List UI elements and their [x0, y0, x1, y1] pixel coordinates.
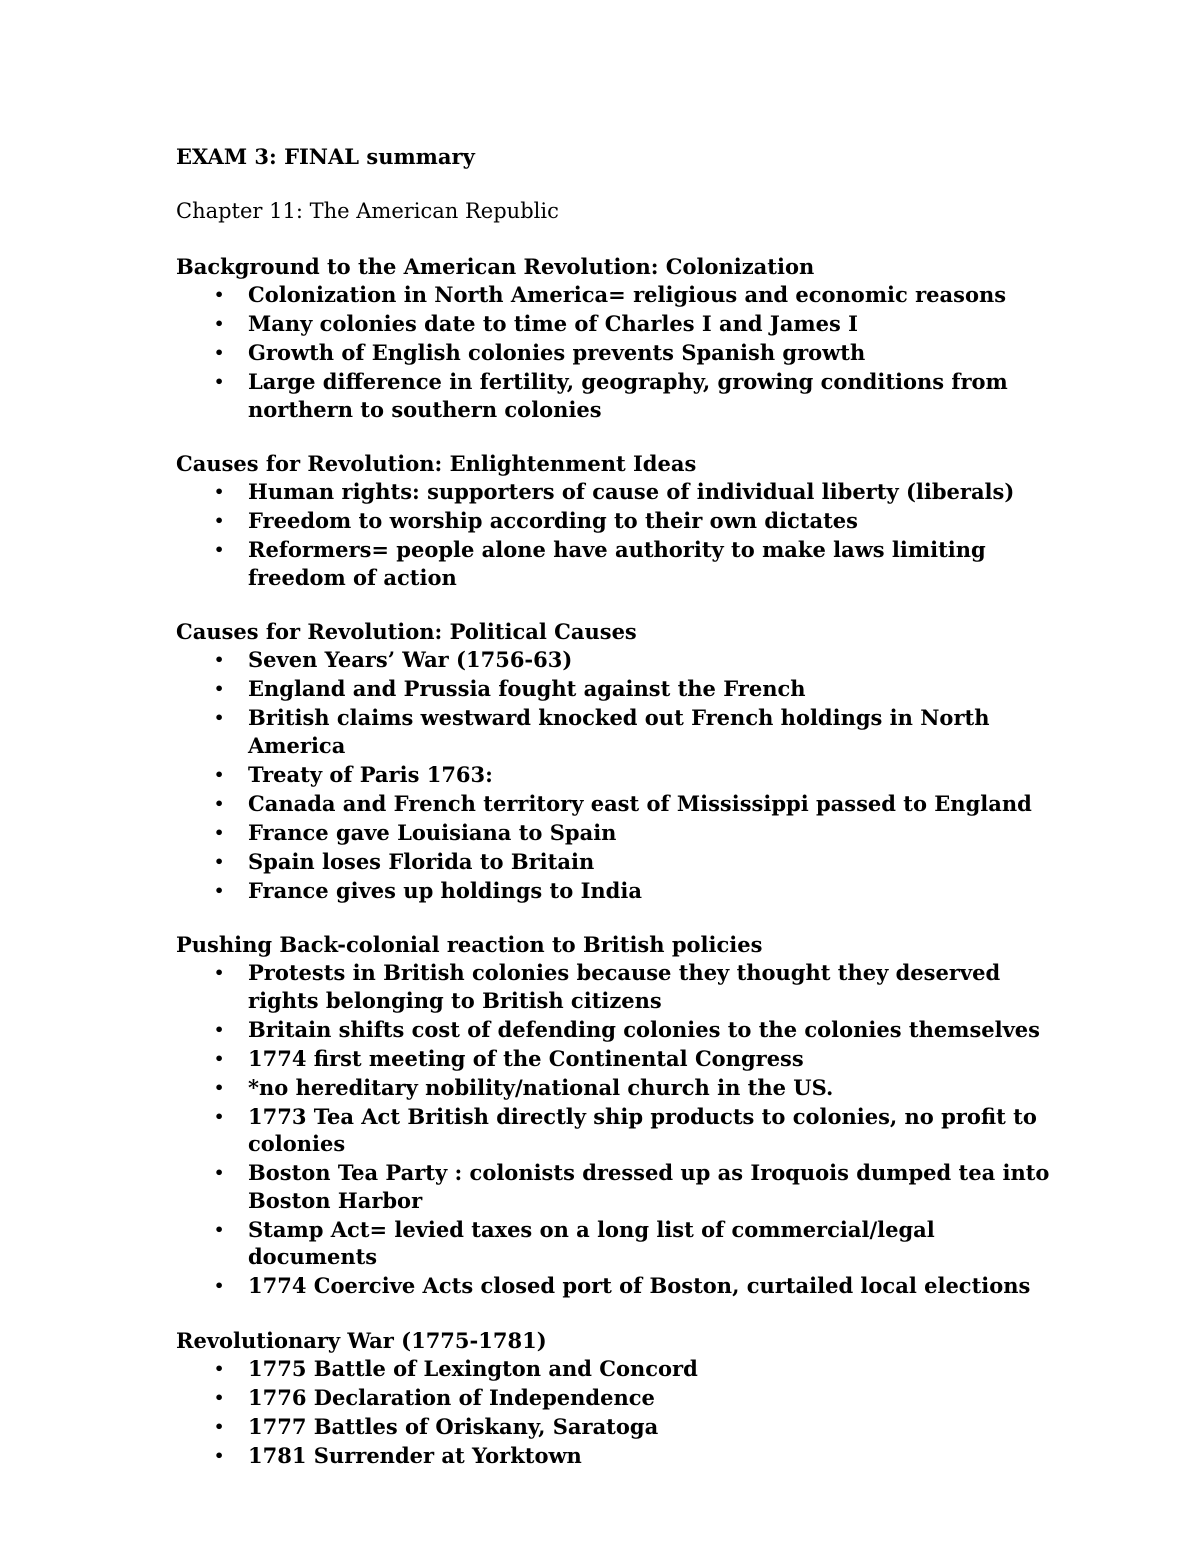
list-item-text: Britain shifts cost of defending colonies to the colonies themselves	[248, 1016, 1040, 1042]
bullet-icon: •	[214, 482, 225, 501]
bullet-list	[176, 1355, 1056, 1470]
list-item	[176, 1413, 1056, 1441]
list-item	[176, 848, 1056, 876]
list-item-text: British claims westward knocked out French holdings in North America	[248, 705, 990, 758]
section-political-causes	[176, 617, 1056, 904]
list-item	[176, 1216, 1056, 1271]
list-item-text: 1775 Battle of Lexington and Concord	[248, 1355, 698, 1381]
list-item	[176, 761, 1056, 789]
section-heading: Causes for Revolution: Political Causes	[176, 619, 637, 644]
bullet-icon: •	[214, 511, 225, 530]
list-item-text: Large difference in fertility, geography, growing conditions from northern to southern colonies	[248, 369, 1008, 422]
bullet-list	[176, 478, 1056, 591]
document-title: EXAM 3: FINAL summary	[176, 144, 475, 169]
list-item	[176, 339, 1056, 367]
list-item	[176, 1045, 1056, 1073]
list-item-text: Reformers= people alone have authority to make laws limiting freedom of action	[248, 537, 986, 590]
list-item	[176, 790, 1056, 818]
list-item-text: France gives up holdings to India	[248, 877, 642, 903]
bullet-icon: •	[214, 314, 225, 333]
bullet-icon: •	[214, 1077, 225, 1097]
list-item	[176, 675, 1056, 703]
bullet-icon: •	[214, 1019, 225, 1039]
section-revolutionary-war	[176, 1326, 1056, 1470]
bullet-icon: •	[214, 1276, 225, 1295]
bullet-icon: •	[214, 1163, 225, 1182]
list-item-text: Growth of English colonies prevents Spanish growth	[248, 340, 866, 365]
chapter-title: Chapter 11: The American Republic	[176, 199, 559, 223]
list-item	[176, 1384, 1056, 1412]
list-item-text: Freedom to worship according to their own dictates	[248, 508, 858, 533]
list-item-text: Colonization in North America= religious and economic reasons	[248, 282, 1007, 307]
section-heading: Causes for Revolution: Enlightenment Ideas	[176, 451, 697, 476]
bullet-icon: •	[214, 963, 225, 982]
list-item	[176, 877, 1056, 905]
list-item-text: 1774 Coercive Acts closed port of Boston, curtailed local elections	[248, 1273, 1031, 1298]
list-item	[176, 281, 1056, 309]
list-item	[176, 1272, 1056, 1300]
list-item-text: Canada and French territory east of Mississippi passed to England	[248, 790, 1032, 816]
list-item	[176, 1355, 1056, 1383]
list-item	[176, 819, 1056, 847]
list-item-text: England and Prussia fought against the French	[248, 676, 806, 701]
list-item-text: Seven Years’ War (1756-63)	[248, 647, 573, 672]
bullet-list	[176, 646, 1056, 904]
list-item	[176, 1159, 1056, 1214]
document-content	[176, 142, 1056, 1495]
section-enlightenment	[176, 449, 1056, 591]
list-item-text: 1776 Declaration of Independence	[248, 1384, 655, 1410]
section-pushing-back	[176, 930, 1056, 1300]
bullet-icon: •	[214, 764, 225, 784]
bullet-icon: •	[214, 1048, 225, 1068]
list-item	[176, 704, 1056, 759]
section-heading: Background to the American Revolution: Colonization	[176, 254, 815, 279]
list-item-text: Protests in British colonies because they thought they deserved rights belonging to British citizens	[248, 960, 1001, 1013]
list-item	[176, 646, 1056, 674]
list-item	[176, 1442, 1056, 1470]
list-item-text: Spain loses Florida to Britain	[248, 848, 595, 874]
bullet-icon: •	[214, 708, 225, 727]
list-item-text: 1773 Tea Act British directly ship products to colonies, no profit to colonies	[248, 1103, 1037, 1156]
bullet-icon: •	[214, 851, 225, 871]
bullet-icon: •	[214, 540, 225, 559]
bullet-icon: •	[214, 822, 225, 842]
list-item-text: 1774 first meeting of the Continental Congress	[248, 1045, 804, 1071]
bullet-icon: •	[214, 650, 225, 669]
bullet-icon: •	[214, 1416, 225, 1436]
bullet-list	[176, 959, 1056, 1300]
section-colonization	[176, 252, 1056, 423]
list-item-text: France gave Louisiana to Spain	[248, 819, 617, 845]
list-item	[176, 536, 1056, 591]
bullet-icon: •	[214, 372, 225, 391]
list-item	[176, 507, 1056, 535]
bullet-icon: •	[214, 1358, 225, 1378]
list-item-text: 1781 Surrender at Yorktown	[248, 1442, 582, 1468]
list-item-text: Stamp Act= levied taxes on a long list of commercial/legal documents	[248, 1216, 935, 1269]
list-item-text: Many colonies date to time of Charles I and James I	[248, 311, 858, 336]
list-item	[176, 1074, 1056, 1102]
list-item	[176, 368, 1056, 423]
bullet-icon: •	[214, 880, 225, 900]
list-item	[176, 478, 1056, 506]
bullet-icon: •	[214, 1387, 225, 1407]
list-item-text: Treaty of Paris 1763:	[248, 761, 493, 787]
bullet-icon: •	[214, 793, 225, 813]
list-item-text: Human rights: supporters of cause of individual liberty (liberals)	[248, 479, 1015, 504]
bullet-icon: •	[214, 343, 225, 362]
section-heading: Revolutionary War (1775-1781)	[176, 1327, 547, 1353]
bullet-icon: •	[214, 1445, 225, 1465]
bullet-icon: •	[214, 1106, 225, 1126]
section-heading: Pushing Back-colonial reaction to British policies	[176, 932, 763, 957]
list-item	[176, 1016, 1056, 1044]
list-item-text: Boston Tea Party : colonists dressed up as Iroquois dumped tea into Boston Harbor	[248, 1160, 1050, 1213]
bullet-icon: •	[214, 285, 225, 304]
bullet-icon: •	[214, 679, 225, 698]
bullet-icon: •	[214, 1219, 225, 1239]
list-item-text: 1777 Battles of Oriskany, Saratoga	[248, 1413, 659, 1439]
bullet-list	[176, 281, 1056, 423]
list-item-text: *no hereditary nobility/national church in the US.	[248, 1074, 834, 1100]
list-item	[176, 959, 1056, 1014]
list-item	[176, 310, 1056, 338]
list-item	[176, 1103, 1056, 1158]
